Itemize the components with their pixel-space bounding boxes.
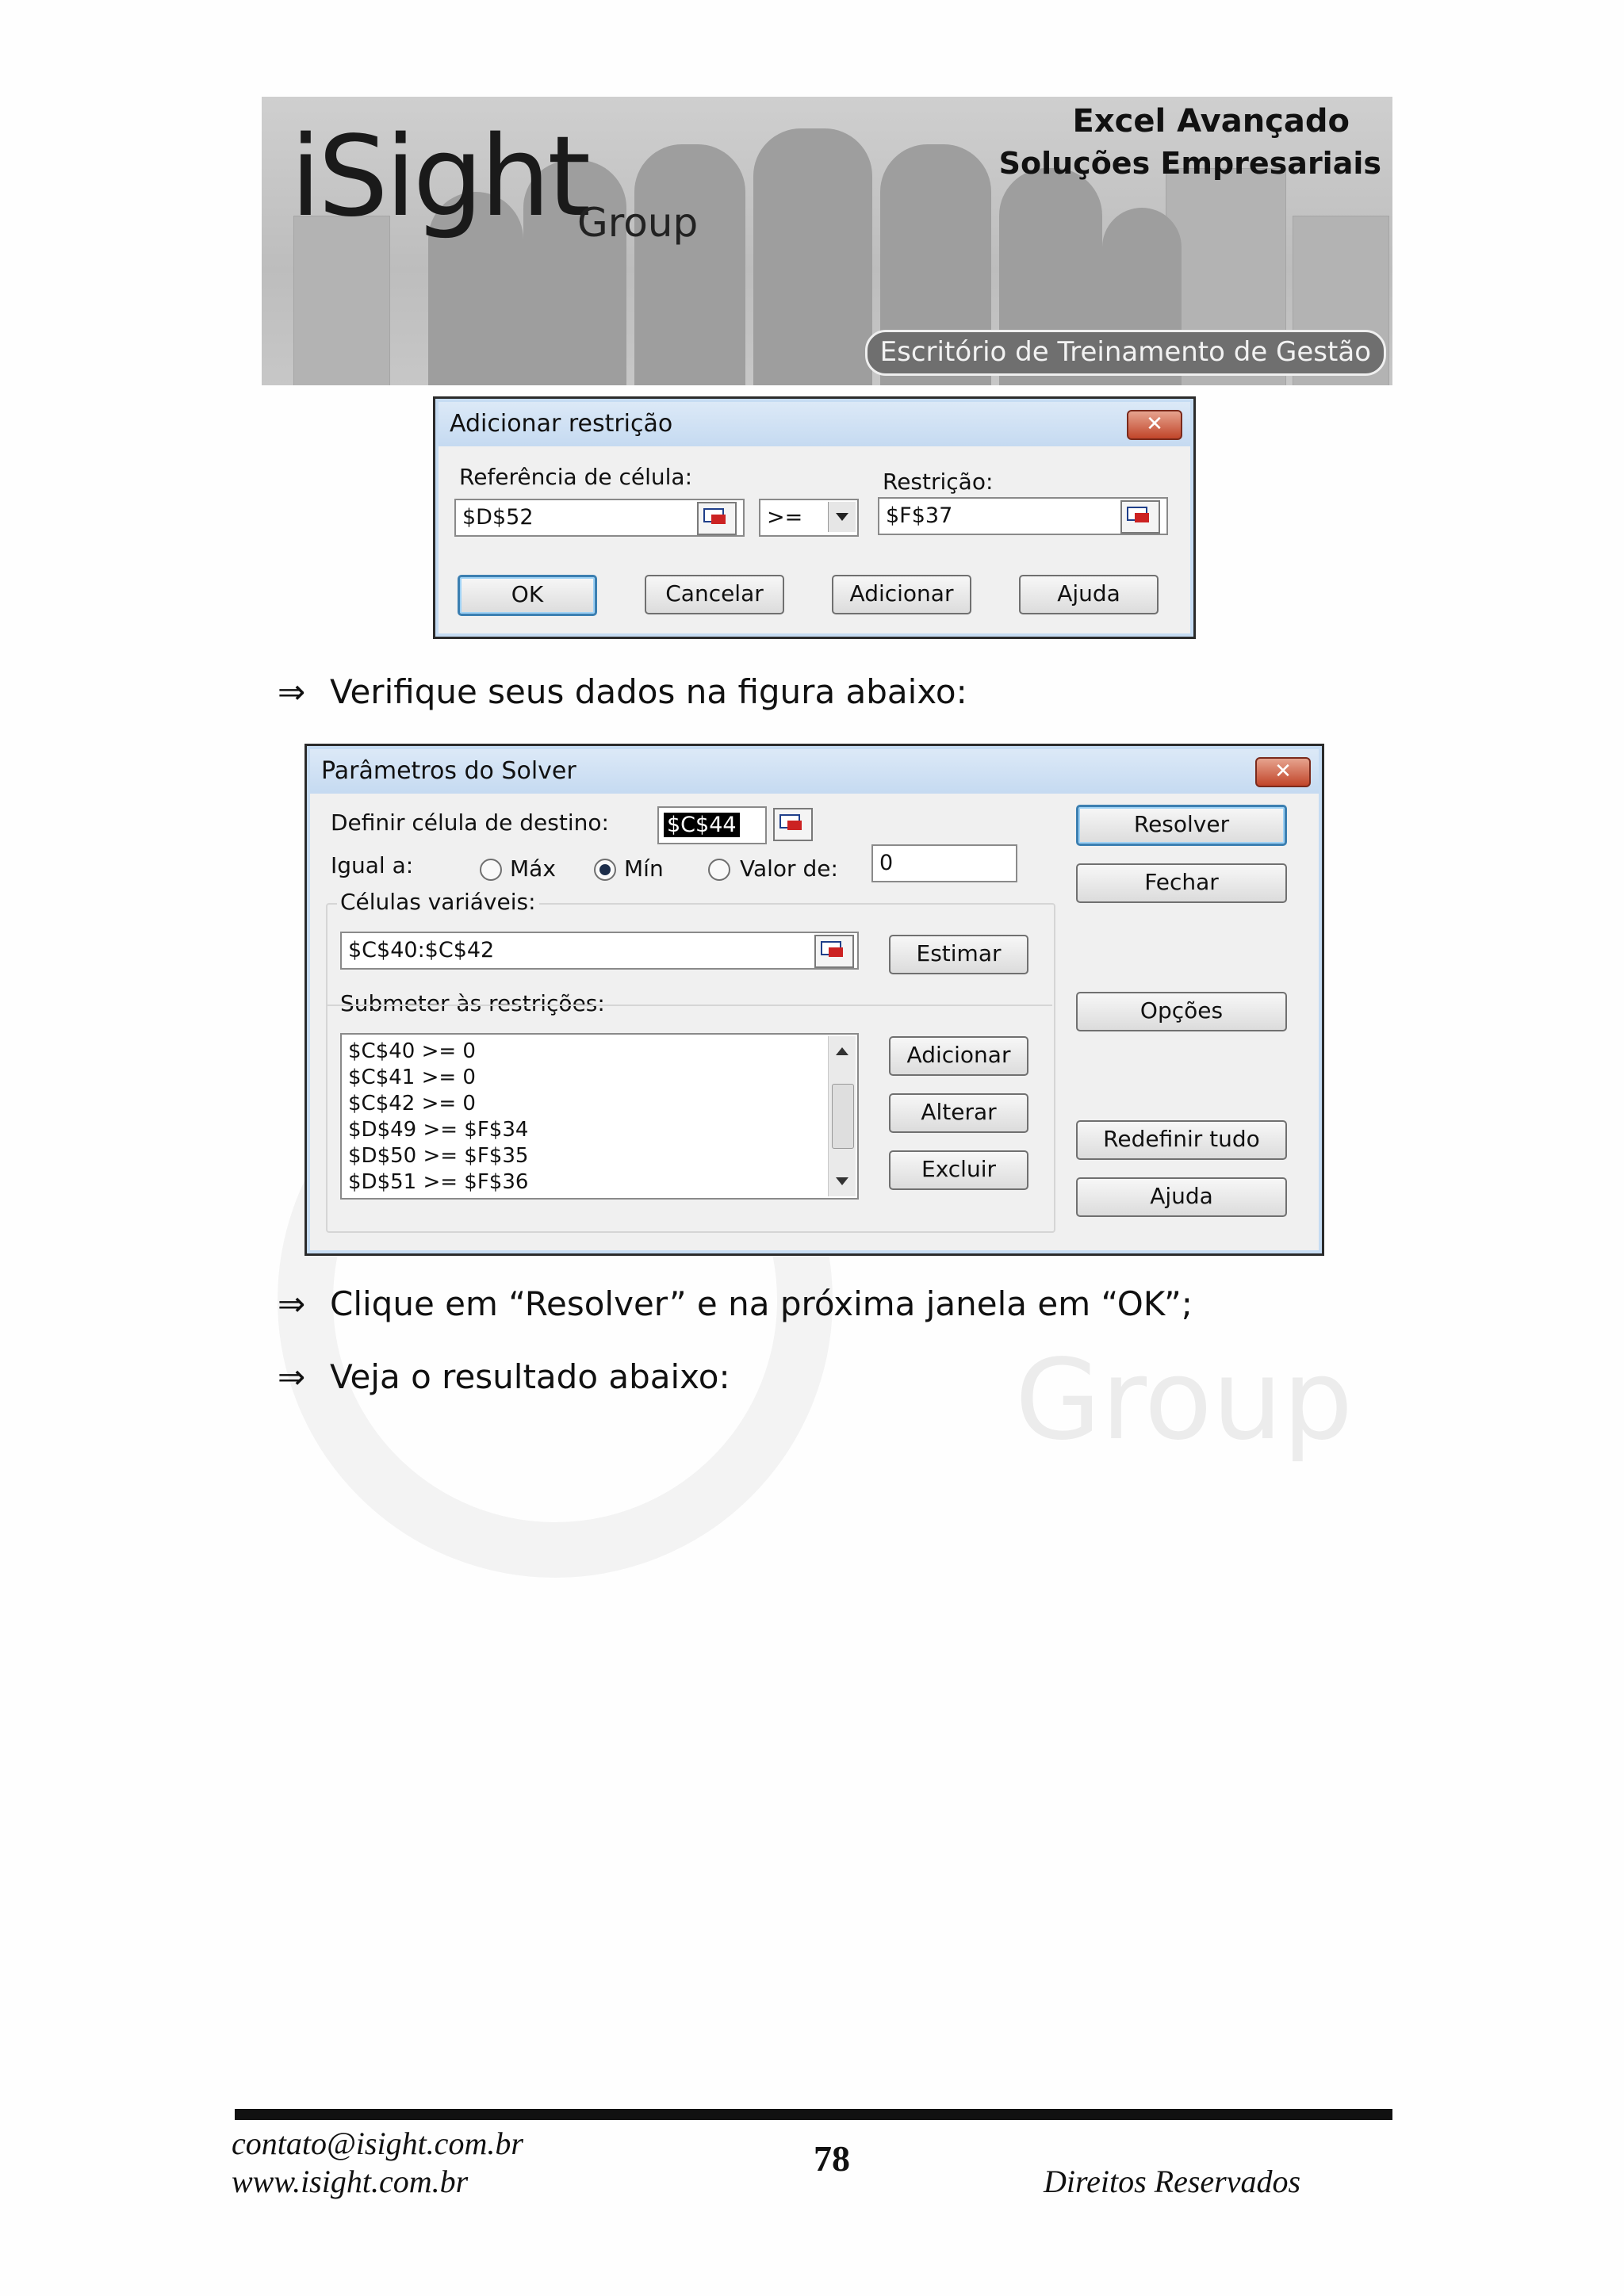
value-of-label: Valor de: <box>740 855 838 882</box>
add-constraint-button[interactable]: Adicionar <box>889 1036 1028 1076</box>
collapse-dialog-icon[interactable] <box>814 935 854 968</box>
min-label: Mín <box>624 855 664 882</box>
variable-cells-label: Células variáveis: <box>337 889 539 915</box>
dialog-titlebar <box>310 749 1319 794</box>
ok-button[interactable]: OK <box>458 575 597 616</box>
scroll-down-icon[interactable] <box>836 1177 848 1185</box>
chevron-down-icon[interactable] <box>828 502 856 532</box>
group-divider <box>326 1004 1052 1006</box>
operator-select[interactable]: >= <box>759 499 859 537</box>
header-title: Excel Avançado <box>1072 103 1350 140</box>
logo-sub: Group <box>577 200 699 246</box>
change-constraint-button[interactable]: Alterar <box>889 1093 1028 1133</box>
target-cell-input[interactable]: $C$44 <box>657 806 767 844</box>
reset-all-button[interactable]: Redefinir tudo <box>1076 1120 1287 1160</box>
add-button[interactable]: Adicionar <box>832 575 971 614</box>
scrollbar[interactable] <box>828 1036 856 1196</box>
arrow-icon: ⇒ <box>278 1284 306 1323</box>
help-button[interactable]: Ajuda <box>1019 575 1159 614</box>
list-item[interactable]: $D$51 >= $F$36 <box>348 1170 529 1194</box>
instruction-text: ⇒ Clique em “Resolver” e na próxima janela em “OK”; <box>278 1284 1193 1323</box>
person-silhouette <box>634 144 745 385</box>
min-radio[interactable] <box>594 859 616 881</box>
max-label: Máx <box>510 855 556 882</box>
footer-rights: Direitos Reservados <box>1044 2164 1301 2199</box>
header-tagline: Escritório de Treinamento de Gestão <box>865 330 1386 376</box>
dialog-title: Parâmetros do Solver <box>321 757 576 785</box>
estimate-button[interactable]: Estimar <box>889 935 1028 974</box>
delete-constraint-button[interactable]: Excluir <box>889 1150 1028 1190</box>
watermark-text: Group <box>1015 1336 1354 1465</box>
header-subtitle: Soluções Empresariais <box>998 146 1381 181</box>
arrow-icon: ⇒ <box>278 672 306 711</box>
dialog-titlebar <box>439 402 1190 446</box>
cancel-button[interactable]: Cancelar <box>645 575 784 614</box>
max-radio[interactable] <box>480 859 502 881</box>
scroll-up-icon[interactable] <box>836 1047 848 1055</box>
logo: iSight <box>290 113 588 242</box>
add-constraint-dialog <box>433 396 1196 639</box>
instruction-text: ⇒ Veja o resultado abaixo: <box>278 1357 730 1396</box>
close-icon[interactable]: ✕ <box>1255 757 1311 787</box>
instruction-text: ⇒ Verifique seus dados na figura abaixo: <box>278 672 967 711</box>
dialog-title: Adicionar restrição <box>450 410 673 438</box>
page-number: 78 <box>814 2138 850 2179</box>
constraints-list[interactable] <box>340 1033 859 1200</box>
footer-website: www.isight.com.br <box>232 2164 469 2199</box>
value-of-input[interactable]: 0 <box>871 844 1017 882</box>
list-item[interactable]: $C$40 >= 0 <box>348 1039 476 1063</box>
cell-ref-input[interactable]: $D$52 <box>454 499 745 537</box>
collapse-dialog-icon[interactable] <box>697 502 737 535</box>
constraints-label: Submeter às restrições: <box>337 990 608 1016</box>
list-item[interactable]: $D$50 >= $F$35 <box>348 1144 529 1168</box>
close-icon[interactable]: ✕ <box>1127 410 1182 440</box>
variable-cells-input[interactable]: $C$40:$C$42 <box>340 932 859 970</box>
options-button[interactable]: Opções <box>1076 992 1287 1031</box>
cell-ref-label: Referência de célula: <box>459 464 693 490</box>
list-item[interactable]: $D$49 >= $F$34 <box>348 1118 529 1142</box>
list-item[interactable]: $C$41 >= 0 <box>348 1066 476 1089</box>
footer-divider <box>235 2109 1392 2120</box>
solver-parameters-dialog <box>304 744 1324 1256</box>
scroll-thumb[interactable] <box>832 1084 854 1149</box>
target-cell-label: Definir célula de destino: <box>331 809 609 836</box>
collapse-dialog-icon[interactable] <box>1120 500 1160 534</box>
collapse-dialog-icon[interactable] <box>773 808 813 841</box>
arrow-icon: ⇒ <box>278 1357 306 1396</box>
list-item[interactable]: $C$42 >= 0 <box>348 1092 476 1115</box>
close-button[interactable]: Fechar <box>1076 863 1287 903</box>
value-of-radio[interactable] <box>708 859 730 881</box>
solve-button[interactable]: Resolver <box>1076 805 1287 846</box>
person-silhouette <box>753 128 872 385</box>
header-banner <box>262 97 1392 385</box>
footer-email: contato@isight.com.br <box>232 2126 523 2161</box>
constraint-input[interactable]: $F$37 <box>878 497 1168 535</box>
equal-to-label: Igual a: <box>331 852 414 878</box>
constraint-label: Restrição: <box>883 469 994 495</box>
help-button[interactable]: Ajuda <box>1076 1177 1287 1217</box>
